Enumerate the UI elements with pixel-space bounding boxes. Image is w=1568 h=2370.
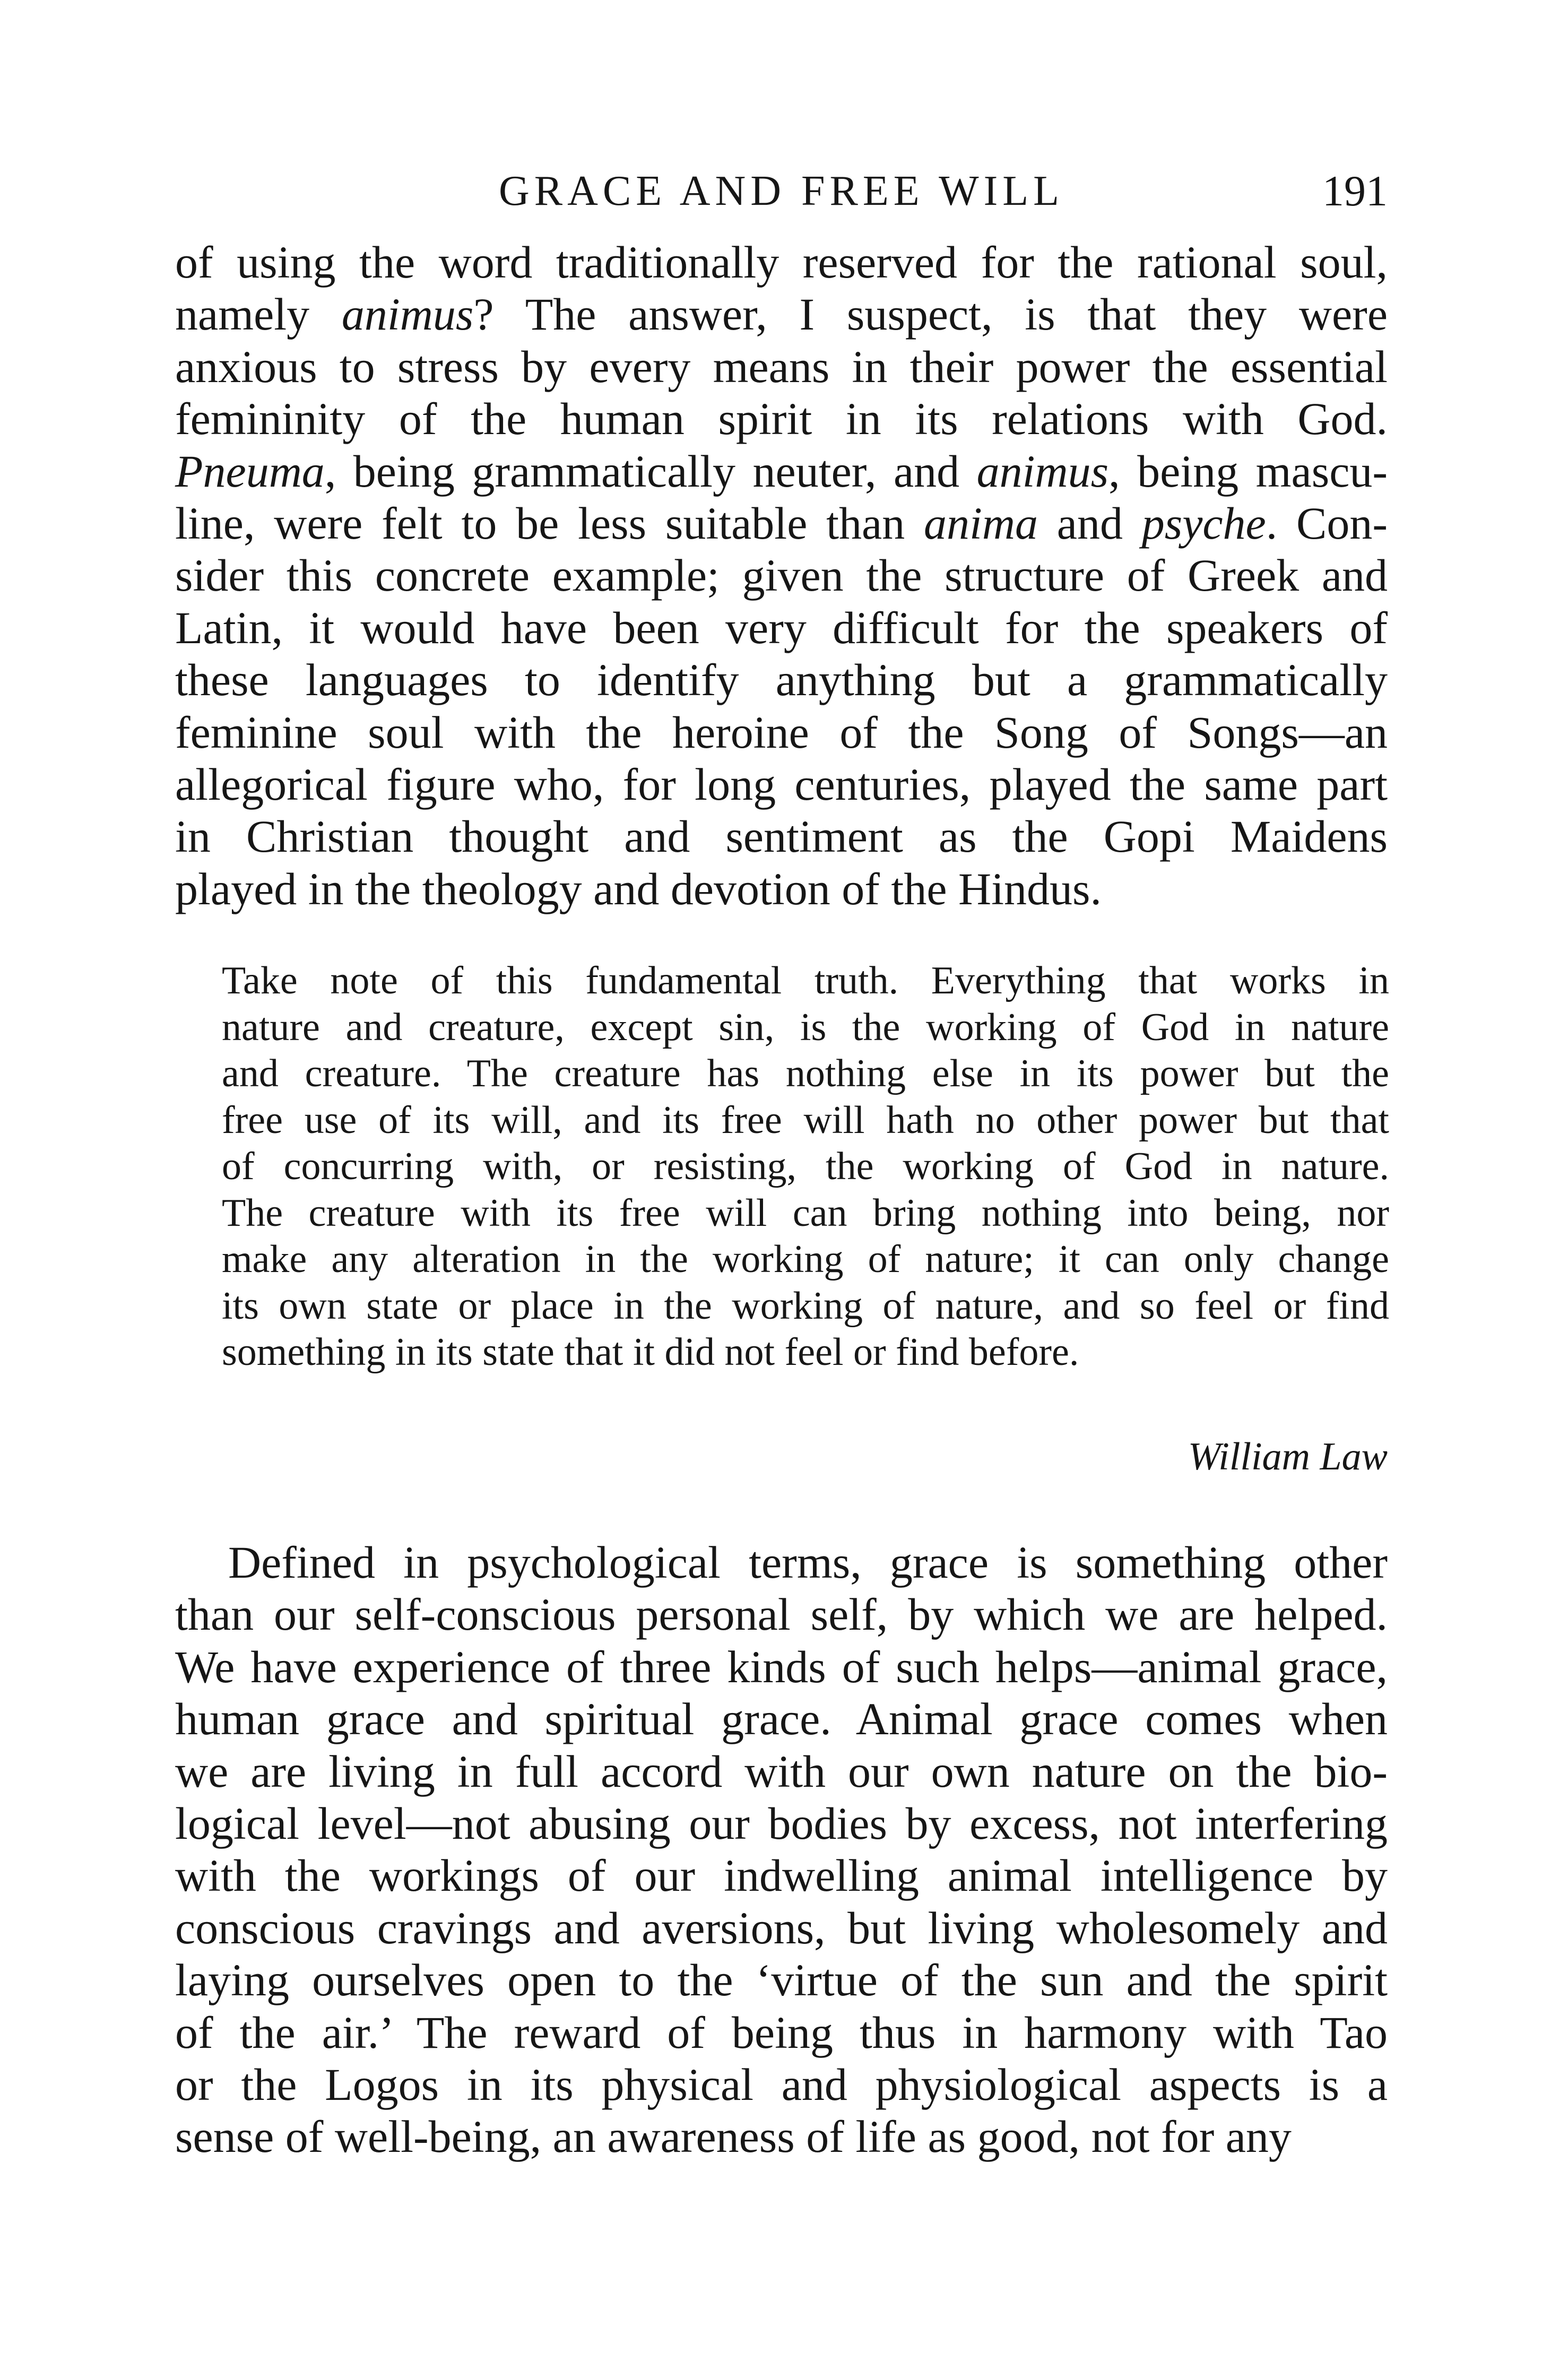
text-line	[175, 341, 1388, 393]
quote-line: its own state or place in the working of nature, and so feel or find	[222, 1284, 1389, 1328]
text-line: laying ourselves open to the ‘virtue of the sun and the spirit	[175, 1954, 1388, 2006]
paragraph-grace-defined	[175, 1536, 1388, 2163]
text-line: than our self-conscious personal self, by which we are helped.	[175, 1589, 1388, 1640]
text-line: Defined in psychological terms, grace is something other	[228, 1537, 1388, 1588]
text-run: , being grammatically neuter, and	[324, 445, 977, 497]
quote-line: something in its state that it did not feel or find before.	[222, 1330, 1079, 1374]
text-run: , being mascu-	[1108, 445, 1388, 497]
text-run: namely	[175, 289, 342, 340]
page-number: 191	[1322, 167, 1388, 215]
text-line	[175, 810, 1388, 862]
block-quotation	[222, 958, 1389, 1376]
text-line: logical level—not abusing our bodies by excess, not interfering	[175, 1798, 1388, 1849]
italic-term: psyche	[1141, 498, 1266, 549]
text-line: or the Logos in its physical and physiological aspects is a	[175, 2059, 1388, 2110]
italic-term: Pneuma	[175, 445, 325, 497]
text-line: with the workings of our indwelling animal intelligence by	[175, 1850, 1388, 1901]
quotation-attribution: William Law	[1188, 1435, 1388, 1478]
quote-line: make any alteration in the working of nature; it can only change	[222, 1238, 1389, 1281]
text-line	[175, 863, 1388, 915]
quote-line: and creature. The creature has nothing else in its power but the	[222, 1052, 1389, 1095]
quote-line: The creature with its free will can bring nothing into being, nor	[222, 1191, 1389, 1235]
text-line	[175, 549, 1388, 601]
text-line: We have experience of three kinds of such helps—animal grace,	[175, 1641, 1388, 1692]
text-line	[175, 393, 1388, 445]
text-run: these languages to identify anything but a grammatically	[175, 654, 1388, 706]
text-line	[175, 288, 1388, 340]
text-line	[175, 445, 1388, 497]
text-line: we are living in full accord with our own nature on the bio-	[175, 1745, 1388, 1797]
text-line	[175, 497, 1388, 549]
quote-line: of concurring with, or resisting, the working of God in nature.	[222, 1145, 1389, 1188]
text-line	[175, 706, 1388, 758]
text-run: anxious to stress by every means in their power the essential	[175, 341, 1388, 392]
italic-term: anima	[924, 498, 1038, 549]
text-line	[175, 602, 1388, 654]
text-run: allegorical figure who, for long centuries, played the same part	[175, 759, 1388, 810]
text-run: played in the theology and devotion of the Hindus.	[175, 863, 1102, 914]
text-run: and	[1038, 498, 1142, 549]
text-run: sider this concrete example; given the structure of Greek and	[175, 550, 1388, 601]
italic-term: animus	[976, 445, 1109, 497]
text-run: ? The answer, I suspect, is that they were	[473, 289, 1388, 340]
text-line	[175, 236, 1388, 288]
text-run: line, were felt to be less suitable than	[175, 498, 924, 549]
running-head-title: GRACE AND FREE WILL	[498, 168, 1064, 214]
text-line: conscious cravings and aversions, but living wholesomely and	[175, 1902, 1388, 1953]
text-run: . Con-	[1266, 498, 1388, 549]
paragraph-continued	[175, 236, 1388, 915]
text-run: in Christian thought and sentiment as the Gopi Maidens	[175, 811, 1388, 862]
text-run: Latin, it would have been very difficult for the speakers of	[175, 602, 1388, 653]
text-run: feminine soul with the heroine of the Song of Songs—an	[175, 706, 1388, 758]
text-run: femininity of the human spirit in its relations with God.	[175, 393, 1388, 445]
quote-line: Take note of this fundamental truth. Everything that works in	[222, 959, 1389, 1002]
italic-term: animus	[341, 289, 474, 340]
quote-line: nature and creature, except sin, is the working of God in nature	[222, 1005, 1389, 1049]
text-line	[175, 758, 1388, 810]
text-line: of the air.’ The reward of being thus in harmony with Tao	[175, 2006, 1388, 2058]
quote-line: free use of its will, and its free will hath no other power but that	[222, 1098, 1389, 1142]
text-line: sense of well-being, an awareness of life as good, not for any	[175, 2111, 1292, 2163]
text-run: of using the word traditionally reserved for the rational soul,	[175, 237, 1388, 288]
running-head	[175, 159, 1388, 223]
text-line	[175, 654, 1388, 706]
text-line: human grace and spiritual grace. Animal grace comes when	[175, 1693, 1388, 1745]
